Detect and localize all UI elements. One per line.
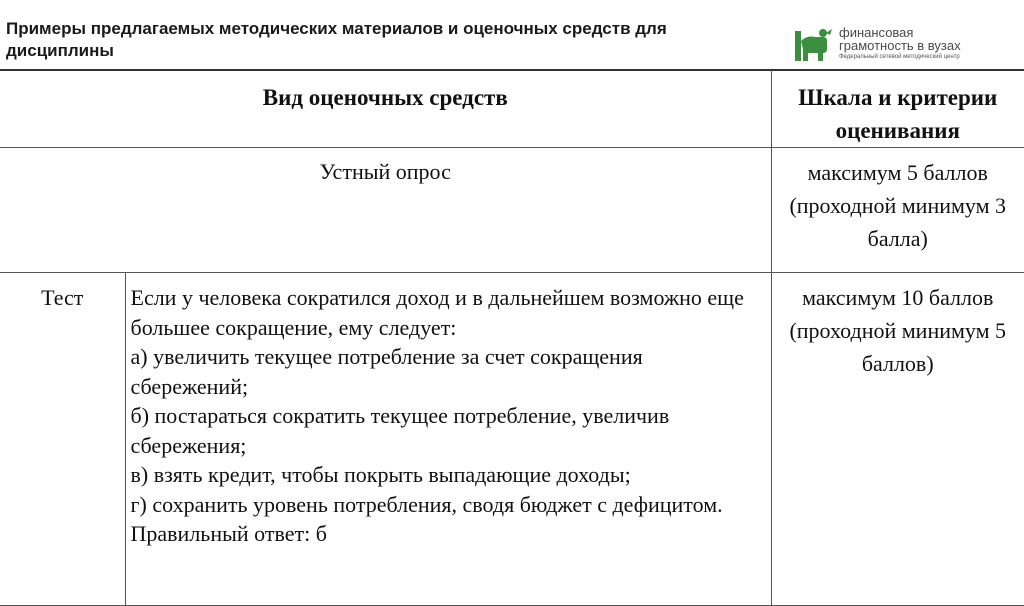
test-question-cell	[125, 273, 771, 606]
oral-survey-cell: Устный опрос	[0, 148, 771, 273]
oral-survey-scale: максимум 5 баллов (проходной минимум 3 балла)	[771, 148, 1024, 273]
question-text: Если у человека сократился доход и в дальнейшем возможно еще большее сокращение, ему следует:	[130, 285, 744, 340]
logo	[793, 25, 1023, 65]
option-a: а) увеличить текущее потребление за счет сокращения сбережений;	[130, 344, 643, 399]
column-header-scale: Шкала и критерии оценивания	[771, 70, 1024, 148]
test-label: Тест	[0, 273, 125, 606]
page-title: Примеры предлагаемых методических материалов и оценочных средств для дисциплины	[6, 19, 667, 60]
correct-answer: Правильный ответ: б	[130, 521, 327, 546]
table-row	[0, 148, 1024, 273]
table-row	[0, 273, 1024, 606]
option-b: б) постараться сократить текущее потребление, увеличив сбережения;	[130, 403, 670, 458]
column-header-type: Вид оценочных средств	[0, 70, 771, 148]
option-d: г) сохранить уровень потребления, сводя бюджет с дефицитом.	[130, 491, 723, 517]
logo-line-1: финансовая	[839, 25, 914, 40]
table-header-row	[0, 70, 1024, 148]
option-c: в) взять кредит, чтобы покрыть выпадающие доходы;	[130, 462, 631, 487]
logo-icon	[793, 27, 833, 63]
assessment-table	[0, 70, 1024, 606]
logo-line-3: Федеральный сетевой методический центр	[839, 54, 960, 60]
test-scale: максимум 10 баллов (проходной минимум 5 баллов)	[771, 273, 1024, 606]
logo-line-2: грамотность в вузах	[839, 38, 961, 53]
